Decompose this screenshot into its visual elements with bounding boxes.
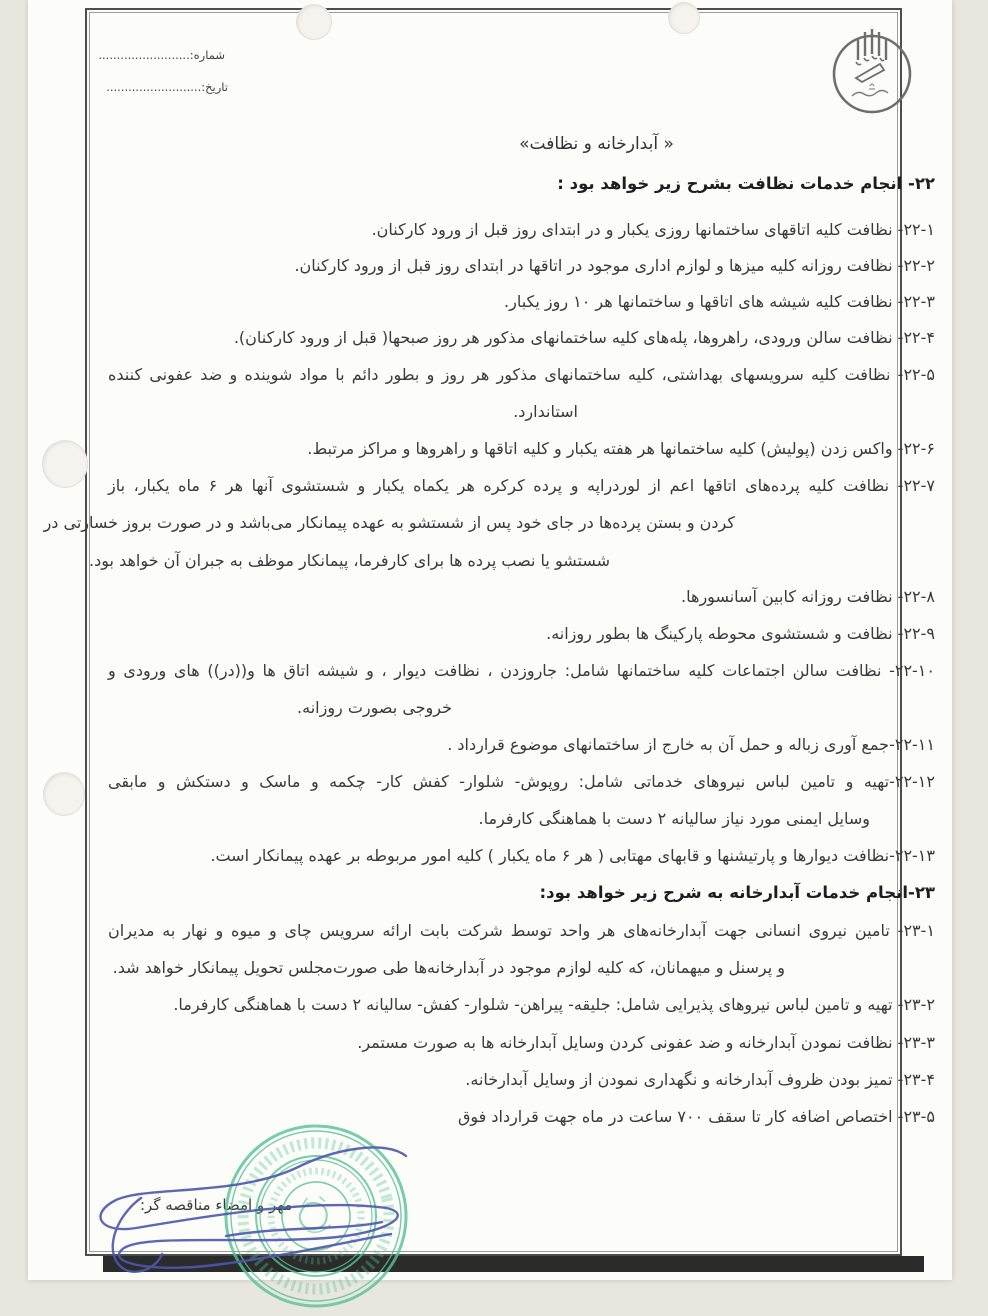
clause-22-10-line2: خروجی بصورت روزانه.	[297, 698, 452, 717]
section-23-heading: ۲۳-انجام خدمات آبدارخانه به شرح زیر خواهد بود:	[539, 883, 935, 902]
clause-22-5-line1: ۲۲-۵- نظافت کلیه سرویسهای بهداشتی، کلیه ساختمانهای مذکور هر روز و بطور دائم با مواد شوینده و ضد عفونی کننده	[108, 365, 935, 384]
clause-22-8: ۲۲-۸- نظافت روزانه کابین آسانسورها.	[681, 587, 935, 606]
clause-23-1-line1: ۲۳-۱- تامین نیروی انسانی جهت آبدارخانه‌های هر واحد توسط شرکت بابت ارائه سرویس چای و میوه و نهار به مدیران	[108, 921, 935, 940]
date-field: تاریخ:..........................	[106, 80, 228, 94]
punch-hole-left-upper	[42, 440, 88, 488]
clause-22-1: ۲۲-۱- نظافت کلیه اتاقهای ساختمانها روزی یکبار و در ابتدای روز قبل از ورود کارکنان.	[371, 220, 935, 239]
clause-22-9: ۲۲-۹- نظافت و شستشوی محوطه پارکینگ ها بطور روزانه.	[546, 624, 935, 643]
clause-22-3: ۲۲-۳- نظافت کلیه شیشه های اتاقها و ساختمانها هر ۱۰ روز یکبار.	[504, 292, 935, 311]
clause-22-11: ۲۲-۱۱-جمع آوری زباله و حمل آن به خارج از ساختمانهای موضوع قرارداد .	[447, 735, 935, 754]
clause-23-4: ۲۳-۴- تمیز بودن ظروف آبدارخانه و نگهداری نمودن از وسایل آبدارخانه.	[465, 1070, 935, 1089]
document-page	[28, 0, 952, 1280]
page-title: « آبدارخانه و نظافت»	[519, 134, 674, 154]
document-body	[43, 0, 935, 1280]
clause-22-7-line2: کردن و بستن پرده‌ها در جای خود پس از شستشو به عهده پیمانکار می‌باشد و در صورت بروز خسارتی در	[43, 513, 735, 532]
org-emblem-icon	[828, 26, 916, 116]
clause-22-12-line2: وسایل ایمنی مورد نیاز سالیانه ۲ دست با هماهنگی کارفرما.	[478, 809, 870, 828]
clause-23-2: ۲۳-۲- تهیه و تامین لباس نیروهای پذیرایی شامل: جلیقه- پیراهن- شلوار- کفش- سالیانه ۲ دست با هماهنگی کارفرما.	[173, 995, 935, 1014]
punch-hole-left-lower	[43, 772, 85, 816]
clause-22-5-line2: استاندارد.	[513, 402, 578, 421]
clause-22-6: ۲۲-۶- واکس زدن (پولیش) کلیه ساختمانها هر هفته یکبار و کلیه اتاقها و راهروها و مراکز مرتبط.	[307, 439, 935, 458]
punch-hole-top-right	[668, 2, 700, 34]
clause-22-13: ۲۲-۱۳-نظافت دیوارها و پارتیشنها و قابهای مهتابی ( هر ۶ ماه یکبار ) کلیه امور مربوطه بر عهده پیمانکار است.	[210, 846, 935, 865]
clause-22-7-line3: شستشو یا نصب پرده ها برای کارفرما، پیمانکار موظف به جبران آن خواهد بود.	[89, 551, 610, 570]
clause-22-2: ۲۲-۲- نظافت روزانه کلیه میزها و لوازم اداری موجود در اتاقها در ابتدای روز قبل از ورود کارکنان.	[294, 256, 935, 275]
clause-23-5: ۲۳-۵- اختصاص اضافه کار تا سقف ۷۰۰ ساعت در ماه جهت قرارداد فوق	[457, 1107, 935, 1126]
clause-22-12-line1: ۲۲-۱۲-تهیه و تامین لباس نیروهای خدماتی شامل: روپوش- شلوار- کفش کار- چکمه و ماسک و دستکش و مابقی	[108, 772, 935, 791]
clause-22-7-line1: ۲۲-۷- نظافت کلیه پرده‌های اتاقها اعم از لوردراپه و پرده کرکره هر یکماه یکبار و شستشوی آنها هر ۶ ماه یکبار، باز	[108, 476, 935, 495]
bidder-stamp-signature-label: مهر و امضاء مناقصه گر:	[140, 1196, 293, 1214]
clause-23-1-line2: و پرسنل و میهمانان، که کلیه لوازم موجود در آبدارخانه‌ها طی صورت‌مجلس تحویل پیمانکار خواهد شد.	[112, 958, 785, 977]
punch-hole-top-left	[296, 4, 332, 40]
clause-22-4: ۲۲-۴- نظافت سالن ورودی، راهروها، پله‌های کلیه ساختمانهای مذکور هر روز صبحها( قبل از ورود کارکنان).	[233, 328, 935, 347]
clause-23-3: ۲۳-۳- نظافت نمودن آبدارخانه و ضد عفونی کردن وسایل آبدارخانه ها به صورت مستمر.	[357, 1033, 935, 1052]
clause-22-10-line1: ۲۲-۱۰- نظافت سالن اجتماعات کلیه ساختمانها شامل: جاروزدن ، نظافت دیوار ، و شیشه اتاق ها و((در)) های ورودی و	[108, 661, 935, 680]
bidder-signature	[86, 1138, 436, 1283]
section-22-heading: ۲۲- انجام خدمات نظافت بشرح زیر خواهد بود :	[557, 174, 935, 193]
number-field: شماره:.........................	[98, 48, 225, 62]
